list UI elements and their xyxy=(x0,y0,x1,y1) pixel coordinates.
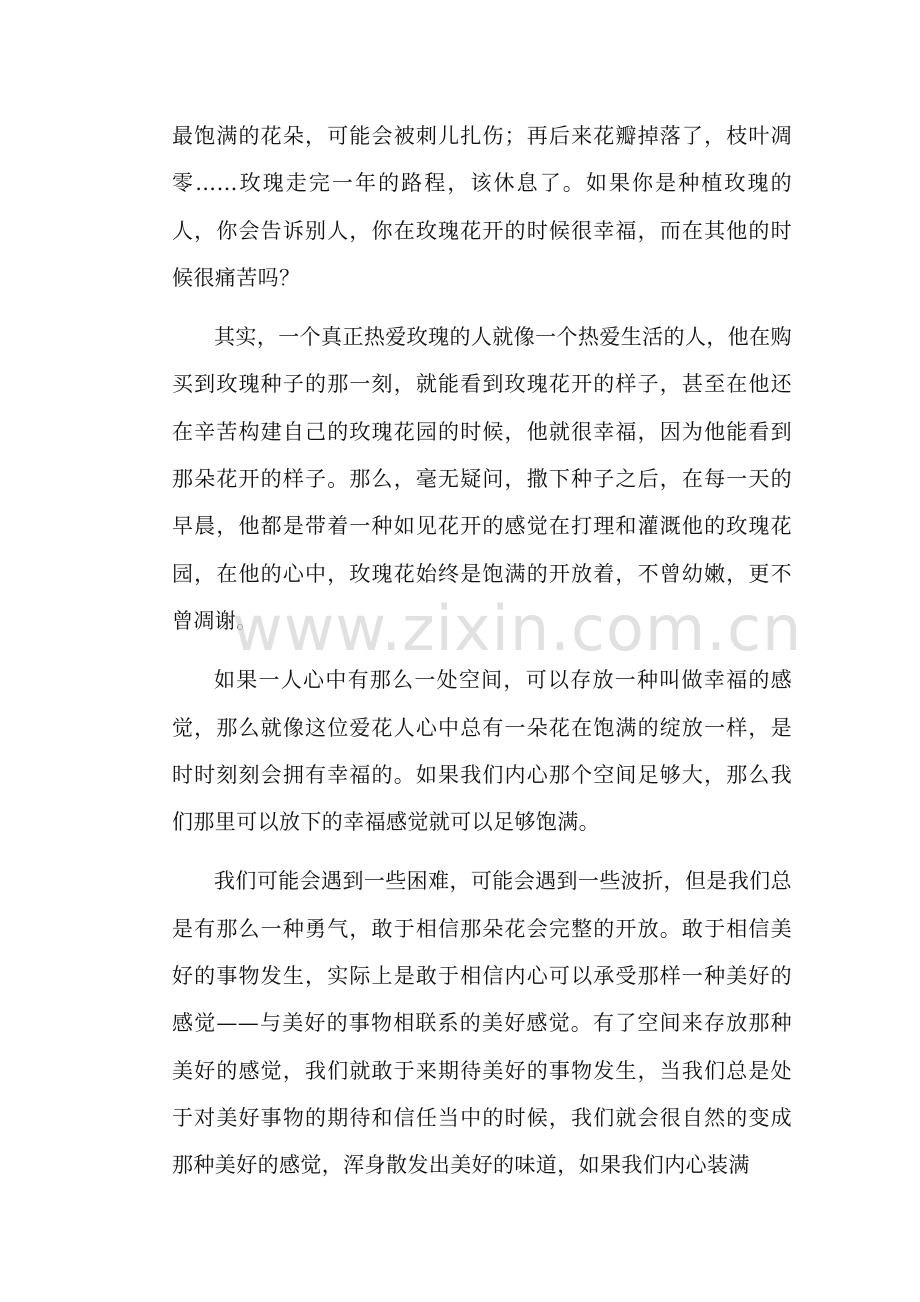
paragraph-4: 我们可能会遇到一些困难，可能会遇到一些波折，但是我们总是有那么一种勇气，敢于相信那朵花会完整的开放。敢于相信美好的事物发生，实际上是敢于相信内心可以承受那样一种美好的感觉——与美好的事物相联系的美好感觉。有了空间来存放那种美好的感觉，我们就敢于来期待美好的事物发生，当我们总是处于对美好事物的期待和信任当中的时候，我们就会很自然的变成那种美好的感觉，浑身散发出美好的味道，如果我们内心装满 xyxy=(172,869,792,1178)
paragraph-2: 其实，一个真正热爱玫瑰的人就像一个热爱生活的人，他在购买到玫瑰种子的那一刻，就能看到玫瑰花开的样子，甚至在他还在辛苦构建自己的玫瑰花园的时候，他就很幸福，因为他能看到那朵花开的样子。那么，毫无疑问，撒下种子之后，在每一天的早晨，他都是带着一种如见花开的感觉在打理和灌溉他的玫瑰花园，在他的心中，玫瑰花始终是饱满的开放着，不曾幼嫩，更不曾凋谢。 xyxy=(172,325,792,633)
body-text xyxy=(172,113,803,1202)
watermark: www.zixin.com.cn xyxy=(232,592,803,665)
paragraph-1: 最饱满的花朵，可能会被刺儿扎伤；再后来花瓣掉落了，枝叶凋零……玫瑰走完一年的路程，该休息了。如果你是种植玫瑰的人，你会告诉别人，你在玫瑰花开的时候很幸福，而在其他的时候很痛苦吗？ xyxy=(172,124,792,290)
paragraph-3: 如果一人心中有那么一处空间，可以存放一种叫做幸福的感觉，那么就像这位爱花人心中总有一朵花在饱满的绽放一样，是时时刻刻会拥有幸福的。如果我们内心那个空间足够大，那么我们那里可以放下的幸福感觉就可以足够饱满。 xyxy=(172,668,792,835)
